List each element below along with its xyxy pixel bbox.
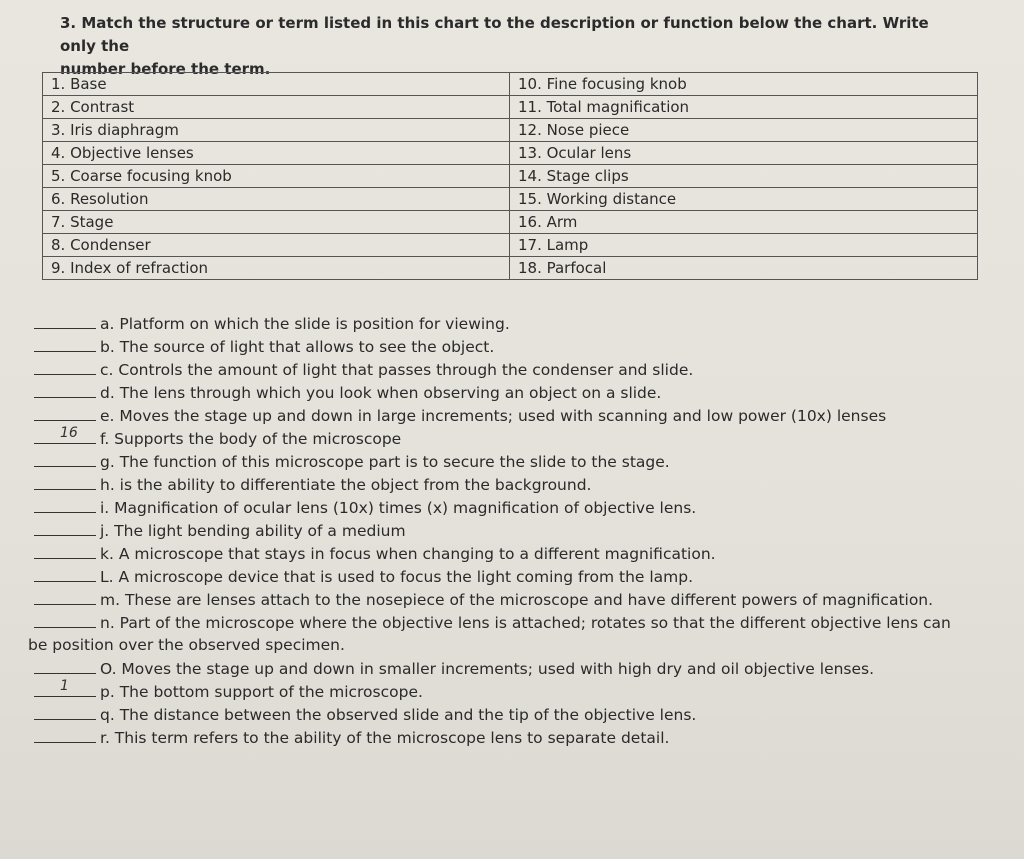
description-item [34, 657, 994, 680]
terms-row [43, 234, 978, 257]
question-prompt [60, 12, 960, 81]
term-cell: 6. Resolution [43, 188, 510, 211]
terms-row [43, 142, 978, 165]
description-text: i. Magnification of ocular lens (10x) times (x) magnification of objective lens. [100, 499, 697, 517]
description-text: p. The bottom support of the microscope. [100, 683, 423, 701]
description-text: be position over the observed specimen. [28, 636, 345, 654]
description-item [34, 611, 994, 634]
description-text: d. The lens through which you look when observing an object on a slide. [100, 384, 662, 402]
description-item [34, 450, 994, 473]
answer-blank[interactable] [34, 358, 96, 375]
description-text: f. Supports the body of the microscope [100, 430, 402, 448]
terms-row [43, 211, 978, 234]
description-item [34, 335, 994, 358]
answer-blank[interactable] [34, 473, 96, 490]
term-cell: 3. Iris diaphragm [43, 119, 510, 142]
terms-row [43, 73, 978, 96]
answer-blank[interactable] [34, 588, 96, 605]
description-text: c. Controls the amount of light that passes through the condenser and slide. [100, 361, 694, 379]
description-item [34, 496, 994, 519]
answer-blank[interactable] [34, 657, 96, 674]
term-cell: 10. Fine focusing knob [510, 73, 978, 96]
terms-table [42, 72, 978, 280]
term-cell: 9. Index of refraction [43, 257, 510, 280]
answer-blank[interactable] [34, 680, 96, 697]
term-cell: 11. Total magnification [510, 96, 978, 119]
description-item [34, 427, 994, 450]
description-item [34, 565, 994, 588]
question-line-2: number before the term. [60, 60, 271, 78]
term-cell: 15. Working distance [510, 188, 978, 211]
description-item [34, 542, 994, 565]
description-item [34, 473, 994, 496]
description-text: j. The light bending ability of a medium [100, 522, 406, 540]
term-cell: 8. Condenser [43, 234, 510, 257]
answer-blank[interactable] [34, 703, 96, 720]
description-text: L. A microscope device that is used to focus the light coming from the lamp. [100, 568, 694, 586]
description-item [28, 634, 994, 657]
description-item [34, 588, 994, 611]
description-text: n. Part of the microscope where the objective lens is attached; rotates so that the different objective lens can [100, 614, 951, 632]
description-item [34, 381, 994, 404]
description-text: m. These are lenses attach to the nosepiece of the microscope and have different powers of magnification. [100, 591, 934, 609]
description-text: e. Moves the stage up and down in large increments; used with scanning and low power (10x) lenses [100, 407, 887, 425]
answer-blank[interactable] [34, 726, 96, 743]
description-item [34, 358, 994, 381]
terms-row [43, 165, 978, 188]
description-text: O. Moves the stage up and down in smaller increments; used with high dry and oil objective lenses. [100, 660, 875, 678]
answer-blank[interactable] [34, 450, 96, 467]
answer-blank[interactable] [34, 381, 96, 398]
terms-row [43, 257, 978, 280]
term-cell: 1. Base [43, 73, 510, 96]
term-cell: 2. Contrast [43, 96, 510, 119]
terms-row [43, 96, 978, 119]
terms-row [43, 188, 978, 211]
handwritten-answer: 16 [60, 425, 78, 441]
terms-row [43, 119, 978, 142]
answer-blank[interactable] [34, 611, 96, 628]
term-cell: 13. Ocular lens [510, 142, 978, 165]
answer-blank[interactable] [34, 404, 96, 421]
description-item [34, 312, 994, 335]
description-list [28, 312, 994, 749]
answer-blank[interactable] [34, 565, 96, 582]
term-cell: 4. Objective lenses [43, 142, 510, 165]
description-text: g. The function of this microscope part is to secure the slide to the stage. [100, 453, 670, 471]
answer-blank[interactable] [34, 312, 96, 329]
description-text: h. is the ability to differentiate the object from the background. [100, 476, 592, 494]
description-item [34, 404, 994, 427]
question-line-1: 3. Match the structure or term listed in this chart to the description or function below the chart. Write only the [60, 14, 929, 55]
description-text: a. Platform on which the slide is position for viewing. [100, 315, 510, 333]
answer-blank[interactable] [34, 335, 96, 352]
description-text: q. The distance between the observed slide and the tip of the objective lens. [100, 706, 697, 724]
description-text: r. This term refers to the ability of the microscope lens to separate detail. [100, 729, 670, 747]
description-text: k. A microscope that stays in focus when changing to a different magnification. [100, 545, 716, 563]
term-cell: 7. Stage [43, 211, 510, 234]
description-item [34, 680, 994, 703]
answer-blank[interactable] [34, 519, 96, 536]
answer-blank[interactable] [34, 496, 96, 513]
term-cell: 12. Nose piece [510, 119, 978, 142]
term-cell: 5. Coarse focusing knob [43, 165, 510, 188]
term-cell: 16. Arm [510, 211, 978, 234]
term-cell: 17. Lamp [510, 234, 978, 257]
handwritten-answer: 1 [60, 678, 69, 694]
answer-blank[interactable] [34, 427, 96, 444]
description-text: b. The source of light that allows to see the object. [100, 338, 495, 356]
description-item [34, 703, 994, 726]
description-item [34, 726, 994, 749]
term-cell: 14. Stage clips [510, 165, 978, 188]
term-cell: 18. Parfocal [510, 257, 978, 280]
description-item [34, 519, 994, 542]
answer-blank[interactable] [34, 542, 96, 559]
